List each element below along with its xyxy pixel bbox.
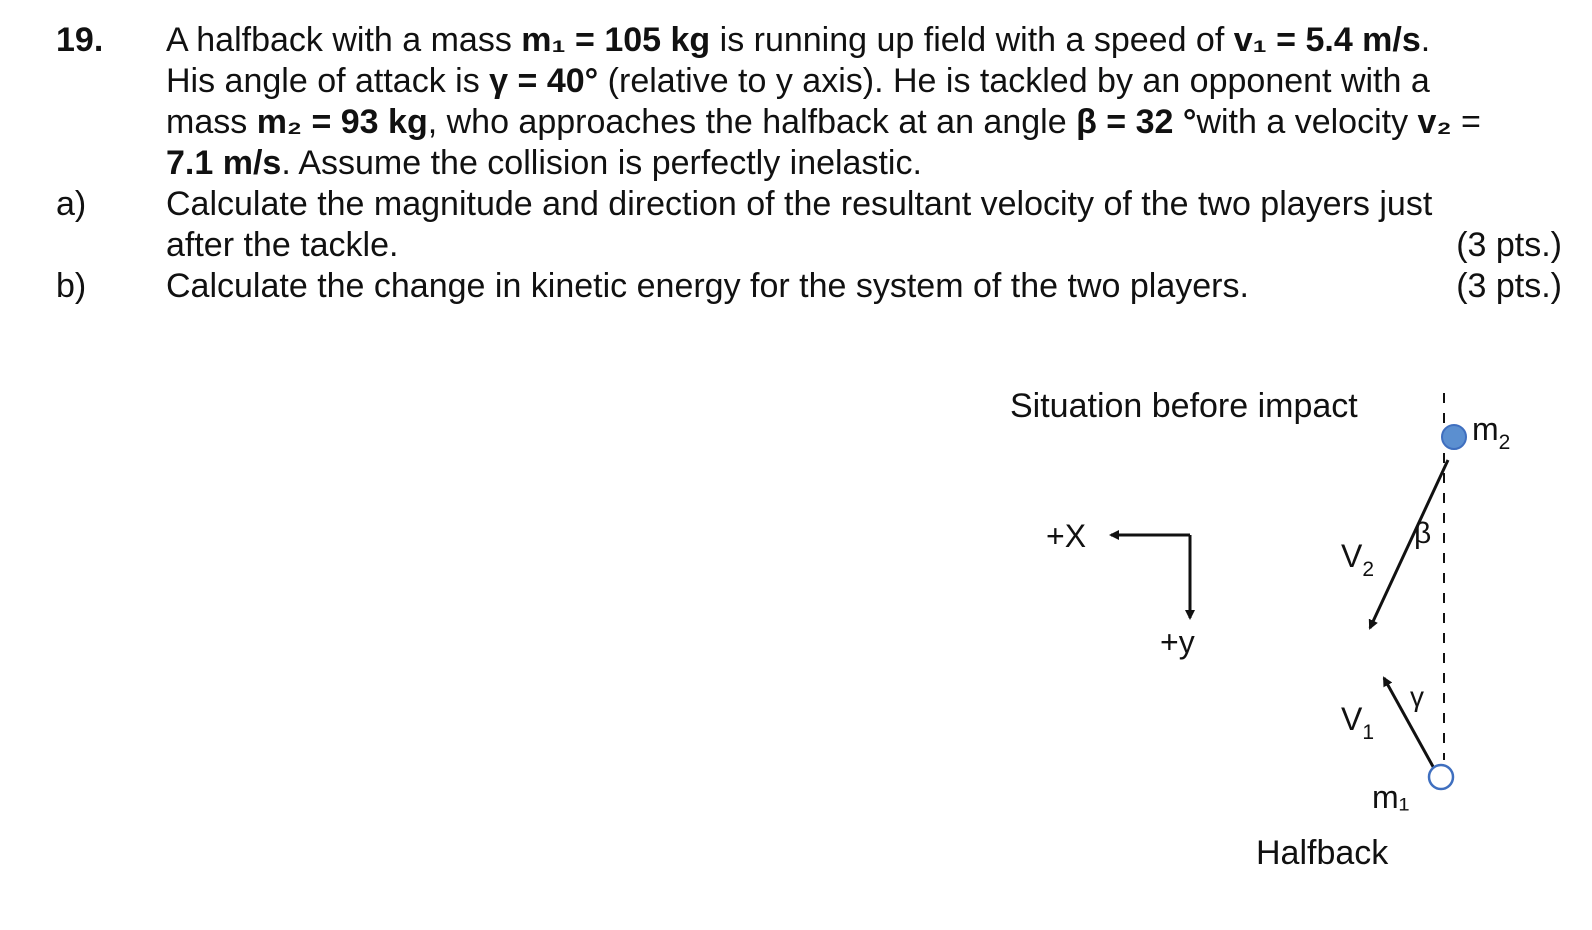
diagram-title: Situation before impact [1010,387,1358,425]
part-a-points: (3 pts.) [1456,226,1562,264]
gamma-value: γ = 40° [489,62,599,100]
part-b-line-1: Calculate the change in kinetic energy for the system of the two players. [166,267,1249,305]
m2-value: m₂ = 93 kg [256,103,428,141]
part-b-label: b) [56,267,87,305]
gamma-angle-label: γ [1410,681,1424,712]
v1-symbol: v₁ [1233,21,1267,59]
v2-symbol: v₂ [1417,103,1452,141]
beta-value: β = 32 ° [1076,103,1197,141]
statement-line-3: mass m₂ = 93 kg, who approaches the halfback at an angle β = 32 °with a velocity v₂ = [166,103,1481,141]
v2-label: $V_2$ [1341,538,1375,581]
statement-line-2: His angle of attack is γ = 40° (relative to y axis). He is tackled by an opponent with a [166,62,1430,100]
v1-value: = 5.4 m/s [1266,21,1421,59]
v1-label: $V_1$ [1341,701,1375,744]
v2-arrow [1370,460,1448,628]
m1-value: = 105 kg [565,21,711,59]
part-a-line-2: after the tackle. [166,226,399,264]
beta-angle-label: β [1414,517,1432,550]
part-b-points: (3 pts.) [1456,267,1562,305]
v2-value: 7.1 m/s [166,144,282,182]
statement-line-4: 7.1 m/s. Assume the collision is perfectly inelastic. [166,144,922,182]
halfback-label: Halfback [1256,834,1389,872]
m1-label: m₁ [1372,779,1410,815]
m1-symbol: m₁ [521,21,566,59]
x-axis-label: +X [1046,518,1087,554]
statement-line-1: A halfback with a mass m₁ = 105 kg is running up field with a speed of v₁ = 5.4 m/s. [166,21,1431,59]
problem-number: 19. [56,21,104,59]
m1-mass [1429,765,1453,789]
part-a-line-1: Calculate the magnitude and direction of the resultant velocity of the two players just [166,185,1433,223]
part-a-label: a) [56,185,87,223]
y-axis-label: +y [1160,624,1195,660]
m2-label: $m_2$ [1472,411,1511,454]
m2-mass [1442,425,1466,449]
